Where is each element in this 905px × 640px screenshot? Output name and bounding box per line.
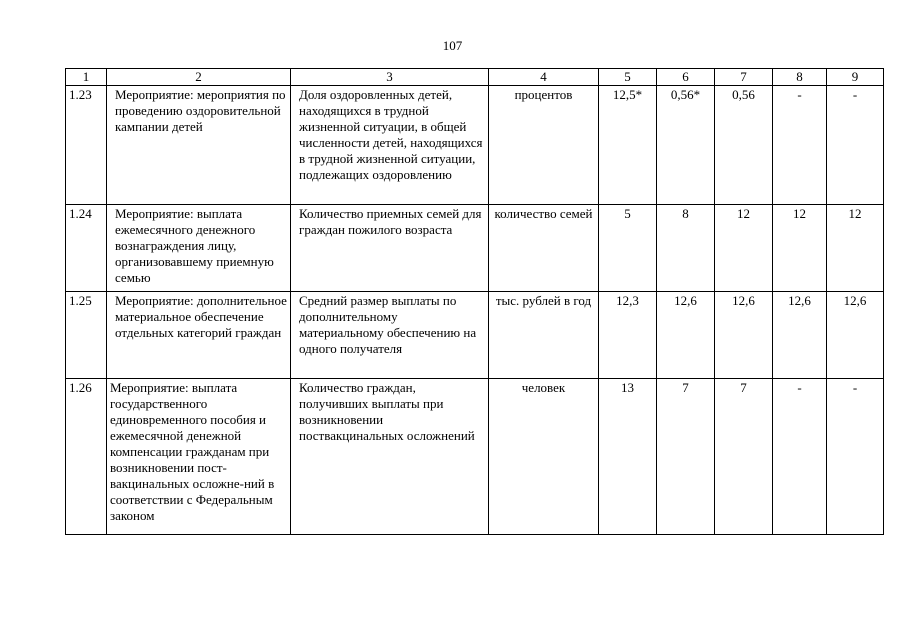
value-cell: 8 — [657, 205, 715, 292]
value-cell: 12,6 — [657, 292, 715, 379]
measure-cell: Мероприятие: выплата государственного единовременного пособия и ежемесячной денежной компенсации гражданам при возникновении пост-вакцинальных осложне-ний в соответствии с Федеральным законом — [107, 379, 291, 535]
table-header-row — [66, 69, 884, 86]
value-cell: 5 — [599, 205, 657, 292]
value-cell: - — [827, 86, 884, 205]
value-cell: - — [773, 86, 827, 205]
value-cell: 12,6 — [827, 292, 884, 379]
header-cell: 5 — [599, 69, 657, 86]
table-row — [66, 379, 884, 535]
header-cell: 4 — [489, 69, 599, 86]
indicator-cell: Доля оздоровленных детей, находящихся в трудной жизненной ситуации, в общей численности детей, находящихся в трудной жизненной ситуации, подлежащих оздоровлению — [291, 86, 489, 205]
value-cell: - — [773, 379, 827, 535]
row-number: 1.26 — [66, 379, 107, 535]
header-cell: 6 — [657, 69, 715, 86]
row-number: 1.24 — [66, 205, 107, 292]
unit-cell: тыс. рублей в год — [489, 292, 599, 379]
header-cell: 9 — [827, 69, 884, 86]
value-cell: 7 — [657, 379, 715, 535]
indicator-cell: Средний размер выплаты по дополнительному материальному обеспечению на одного получателя — [291, 292, 489, 379]
value-cell: 12 — [827, 205, 884, 292]
measure-cell: Мероприятие: дополнительное материальное обеспечение отдельных категорий граждан — [107, 292, 291, 379]
unit-cell: процентов — [489, 86, 599, 205]
value-cell: 0,56 — [715, 86, 773, 205]
header-cell: 7 — [715, 69, 773, 86]
value-cell: 12,3 — [599, 292, 657, 379]
value-cell: 12,6 — [773, 292, 827, 379]
row-number: 1.25 — [66, 292, 107, 379]
indicators-table — [65, 68, 884, 535]
value-cell: 7 — [715, 379, 773, 535]
unit-cell: человек — [489, 379, 599, 535]
unit-cell: количество семей — [489, 205, 599, 292]
indicator-cell: Количество приемных семей для граждан пожилого возраста — [291, 205, 489, 292]
table-row — [66, 205, 884, 292]
page-number: 107 — [442, 38, 463, 53]
header-cell: 3 — [291, 69, 489, 86]
value-cell: 12 — [773, 205, 827, 292]
row-number: 1.23 — [66, 86, 107, 205]
value-cell: 12,6 — [715, 292, 773, 379]
indicator-cell: Количество граждан, получивших выплаты при возникновении поствакцинальных осложнений — [291, 379, 489, 535]
value-cell: 12 — [715, 205, 773, 292]
table-row — [66, 86, 884, 205]
value-cell: 12,5* — [599, 86, 657, 205]
header-cell: 8 — [773, 69, 827, 86]
value-cell: 0,56* — [657, 86, 715, 205]
measure-cell: Мероприятие: мероприятия по проведению оздоровительной кампании детей — [107, 86, 291, 205]
measure-cell: Мероприятие: выплата ежемесячного денежного вознаграждения лицу, организовавшему приемную семью — [107, 205, 291, 292]
table-row — [66, 292, 884, 379]
value-cell: - — [827, 379, 884, 535]
header-cell: 1 — [66, 69, 107, 86]
header-cell: 2 — [107, 69, 291, 86]
value-cell: 13 — [599, 379, 657, 535]
